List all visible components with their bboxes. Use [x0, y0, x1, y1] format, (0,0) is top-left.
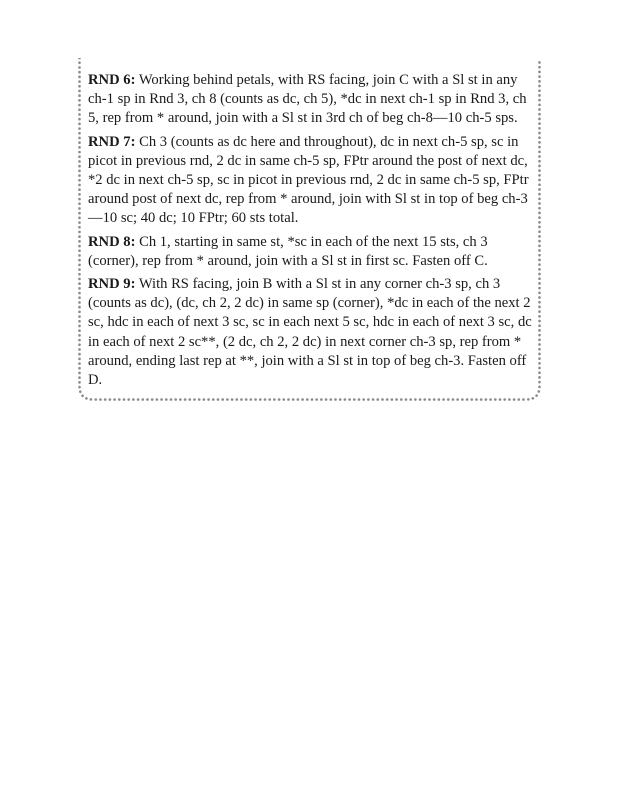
round-8-text: Ch 1, starting in same st, *sc in each of the next 15 sts, ch 3 (corner), rep from * around, join with a Sl st in first sc. Fasten off C.	[88, 233, 488, 269]
round-8	[88, 233, 534, 271]
round-6	[88, 71, 534, 129]
pattern-text	[88, 71, 534, 394]
round-6-text: Working behind petals, with RS facing, join C with a Sl st in any ch-1 sp in Rnd 3, ch 8 (counts as dc, ch 5), *dc in next ch-1 sp in Rnd 3, ch 5, rep from * around, join with a Sl st in 3rd ch of beg ch-8—10 ch-5 sps.	[88, 72, 527, 127]
pattern-box	[78, 58, 541, 401]
round-9-label: RND 9:	[88, 276, 136, 293]
round-7	[88, 133, 534, 229]
round-9	[88, 275, 534, 390]
round-6-label: RND 6:	[88, 72, 136, 88]
round-7-label: RND 7:	[88, 133, 136, 150]
round-7-text: Ch 3 (counts as dc here and throughout), dc in next ch-5 sp, sc in picot in previous rnd, 2 dc in same ch-5 sp, FPtr around the post of next dc, *2 dc in next ch-5 sp, sc in picot in previous rnd, 2 dc in same ch-5 sp, FPtr around post of next dc, rep from * around, join with Sl st in top of beg ch-3—10 sc; 40 dc; 10 FPtr; 60 sts total.	[88, 133, 529, 227]
round-9-text: With RS facing, join B with a Sl st in any corner ch-3 sp, ch 3 (counts as dc), (dc, ch 2, 2 dc) in same sp (corner), *dc in each of the next 2 sc, hdc in each of next 3 sc, sc in each next 5 sc, hdc in each of next 3 sc, dc in each of next 2 sc**, (2 dc, ch 2, 2 dc) in next corner ch-3 sp, rep from * around, ending last rep at **, join with a Sl st in top of beg ch-3. Fasten off D.	[88, 276, 532, 389]
round-8-label: RND 8:	[88, 233, 136, 250]
